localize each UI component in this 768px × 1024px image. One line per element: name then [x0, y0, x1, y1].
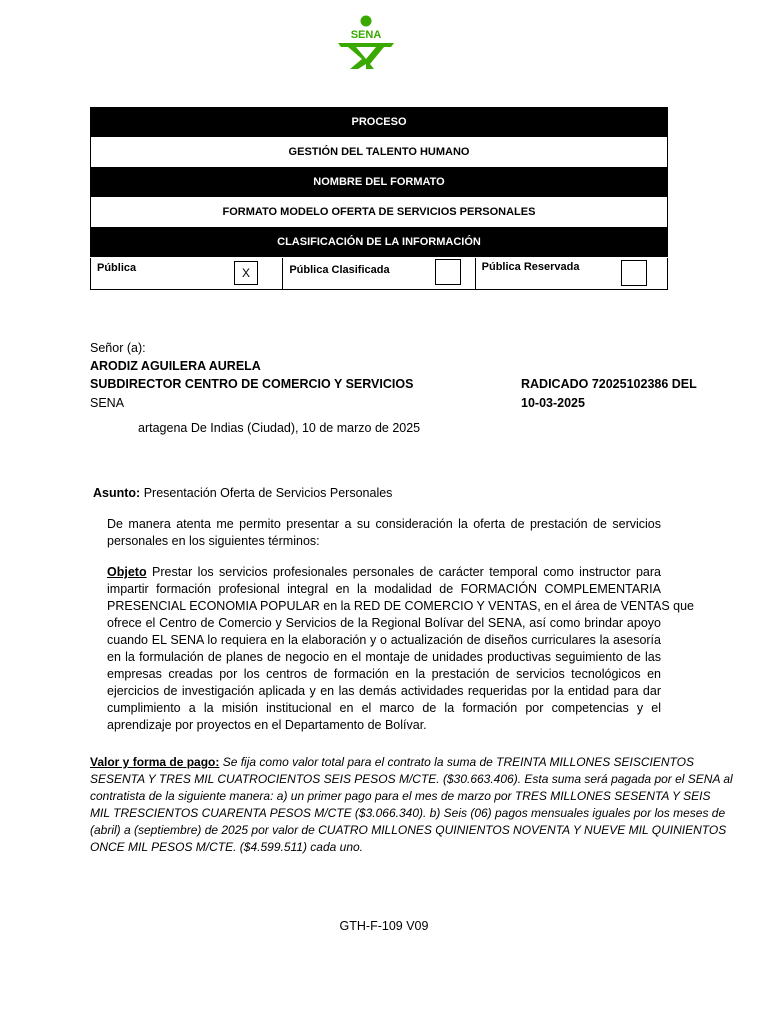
objeto-line: ofrece el Centro de Comercio y Servicios de la Regional Bolívar del SENA, así como brindar apoyo [107, 616, 661, 630]
intro-paragraph [107, 516, 661, 550]
radicado-line-1: RADICADO 72025102386 DEL [521, 377, 697, 391]
valor-line: Valor y forma de pago: Se fija como valor total para el contrato la suma de TREINTA MILLONES SEISCIENTOS [90, 755, 695, 769]
option-publica [91, 258, 283, 289]
objeto-line: empresas creadas por los centros de formación en la prestación de servicios tecnológicos en [107, 667, 661, 681]
header-table [90, 107, 668, 257]
valor-line: SESENTA Y TRES MIL CUATROCIENTOS SEIS PESOS M/CTE. ($30.663.406). Esta suma será pagada por el SENA al [90, 772, 733, 786]
asunto-label: Asunto: [93, 486, 141, 500]
recipient-name: ARODIZ AGUILERA AURELA [90, 359, 261, 373]
intro-line: De manera atenta me permito presentar a su consideración la oferta de prestación de servicios [107, 517, 661, 531]
option-label: Pública Reservada [481, 261, 580, 273]
option-publica-reservada [476, 258, 667, 289]
objeto-line: Objeto Prestar los servicios profesionales personales de carácter temporal como instructor para [107, 565, 661, 579]
salutation: Señor (a): [90, 341, 146, 355]
objeto-paragraph [107, 564, 695, 734]
objeto-line: impartir formación profesional integral en la modalidad de FORMACIÓN COMPLEMENTARIA [107, 582, 661, 596]
clasificacion-label: CLASIFICACIÓN DE LA INFORMACIÓN [91, 228, 668, 257]
objeto-line: ejercicios de investigación aplicada y en las demás actividades requeridas por la entidad para dar [107, 684, 661, 698]
option-checkbox[interactable] [435, 259, 461, 285]
valor-line: contratista de la siguiente manera: a) un primer pago para el mes de marzo por TRES MILLONES SESENTA Y SEIS [90, 789, 711, 803]
objeto-label: Objeto [107, 565, 147, 579]
valor-line: MIL TRESCIENTOS CUARENTA PESOS M/CTE ($3.066.340). b) Seis (06) pagos mensuales iguales por los meses de [90, 806, 726, 820]
option-checkbox[interactable]: X [234, 261, 258, 285]
clasificacion-options [90, 258, 668, 290]
formato-label: NOMBRE DEL FORMATO [91, 168, 668, 197]
objeto-line: cuando EL SENA lo requiera en la elaboración y o actualización de diseños curriculares la asesoría [107, 633, 661, 647]
proceso-label: PROCESO [91, 108, 668, 137]
objeto-line: PRESENCIAL ECONOMIA POPULAR en la RED DE COMERCIO Y VENTAS, en el área de VENTAS que [107, 599, 695, 613]
valor-line: (abril) a (septiembre) de 2025 por valor de CUATRO MILLONES QUINIENTOS NOVENTA Y NUEVE MIL QUINIENTOS [90, 823, 727, 837]
asunto-text: Presentación Oferta de Servicios Personales [140, 486, 393, 500]
option-checkbox[interactable] [621, 260, 647, 286]
formato-value: FORMATO MODELO OFERTA DE SERVICIOS PERSONALES [91, 197, 668, 228]
asunto [93, 486, 392, 500]
place-date: artagena De Indias (Ciudad), 10 de marzo de 2025 [138, 421, 421, 435]
recipient-position: SUBDIRECTOR CENTRO DE COMERCIO Y SERVICIOS [90, 377, 414, 391]
recipient-org: SENA [90, 396, 125, 410]
objeto-line: aprendizaje por proyectos en el Departamento de Bolívar. [107, 718, 427, 732]
valor-label: Valor y forma de pago: [90, 755, 220, 769]
intro-line: personales en los siguientes términos: [107, 534, 320, 548]
logo-text: SENA [350, 29, 382, 41]
option-label: Pública [97, 262, 137, 274]
option-publica-clasificada [283, 258, 475, 289]
footer-code: GTH-F-109 V09 [339, 919, 429, 933]
proceso-value: GESTIÓN DEL TALENTO HUMANO [91, 137, 668, 168]
radicado-line-2: 10-03-2025 [521, 396, 585, 410]
option-label: Pública Clasificada [289, 264, 390, 276]
sena-logo [334, 14, 398, 70]
valor-line: ONCE MIL PESOS M/CTE. ($4.599.511) cada uno. [90, 840, 364, 854]
objeto-line: en la formulación de planes de negocio en el montaje de unidades productivas seguimiento de las [107, 650, 661, 664]
objeto-line: cumplimiento a la misión institucional en el marco de la formación por competencias y el [107, 701, 661, 715]
valor-paragraph [90, 754, 733, 856]
